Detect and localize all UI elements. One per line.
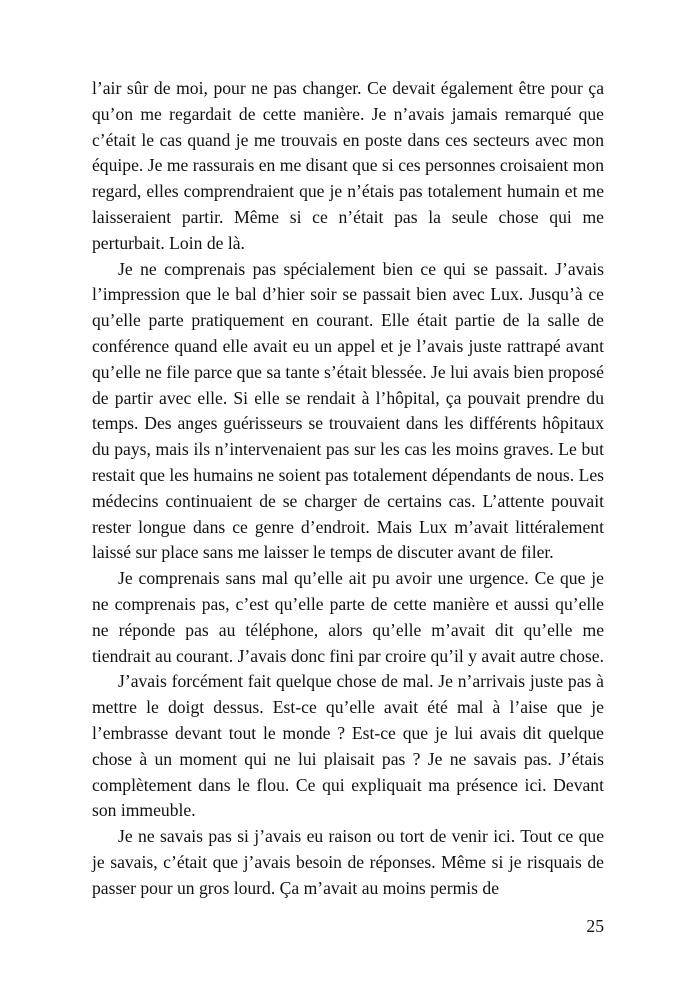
- body-text: [92, 76, 604, 902]
- paragraph-3: Je comprenais sans mal qu’elle ait pu avoir une urgence. Ce que je ne comprenais pas, c’est qu’elle parte de cette manière et aussi qu’elle ne réponde pas au téléphone, alors qu’elle m’avait dit qu’elle me tiendrait au courant. J’avais donc fini par croire qu’il y avait autre chose.: [92, 568, 604, 666]
- paragraph-2: Je ne comprenais pas spécialement bien ce qui se passait. J’avais l’impression que le bal d’hier soir se passait bien avec Lux. Jusqu’à ce qu’elle parte pratiquement en courant. Elle était partie de la salle de conférence quand elle avait eu un appel et je l’avais juste rattrapé avant qu’elle ne file parce que sa tante s’était blessée. Je lui avais bien proposé de partir avec elle. Si elle se rendait à l’hôpital, ça pouvait prendre du temps. Des anges guérisseurs se trouvaient dans les différents hôpitaux du pays, mais ils n’intervenaient pas sur les cas les moins graves. Le but restait que les humains ne soient pas totalement dépendants de nous. Les médecins continuaient de se charger de certains cas. L’attente pouvait rester longue dans ce genre d’endroit. Mais Lux m’avait littéralement laissé sur place sans me laisser le temps de discuter avant de filer.: [92, 258, 604, 563]
- paragraph-4: J’avais forcément fait quelque chose de mal. Je n’arrivais juste pas à mettre le doigt dessus. Est-ce qu’elle avait été mal à l’aise que je l’embrasse devant tout le monde ? Est-ce que je lui avais dit quelque chose à un moment qui ne lui plaisait pas ? Je ne savais pas. J’étais complètement dans le flou. Ce qui expliquait ma présence ici. Devant son immeuble.: [92, 671, 604, 821]
- paragraph-1: l’air sûr de moi, pour ne pas changer. Ce devait également être pour ça qu’on me regardait de cette manière. Je n’avais jamais remarqué que c’était le cas quand je me trouvais en poste dans ces secteurs avec mon équipe. Je me rassurais en me disant que si ces personnes croisaient mon regard, elles comprendraient que je n’étais pas totalement humain et me laisseraient partir. Même si ce n’était pas la seule chose qui me perturbait. Loin de là.: [92, 78, 604, 253]
- page-number: 25: [586, 916, 604, 936]
- paragraph-5: Je ne savais pas si j’avais eu raison ou tort de venir ici. Tout ce que je savais, c’était que j’avais besoin de réponses. Même si je risquais de passer pour un gros lourd. Ça m’avait au moins permis de: [92, 826, 604, 898]
